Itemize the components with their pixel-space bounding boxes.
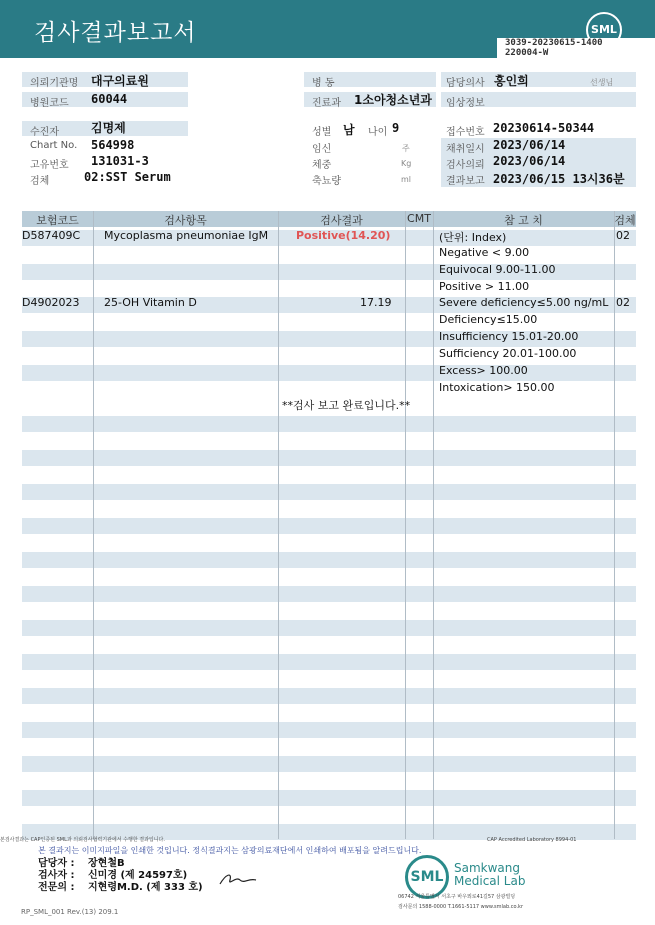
sex-value: 남 [343,123,355,137]
weight-label: 체중 [312,160,332,171]
ref-line: Insufficiency 15.01-20.00 [439,330,579,343]
pregnancy-unit: 주 [402,144,410,153]
header-reference: 참 고 치 [504,214,543,227]
row1-specimen: 02 [616,229,630,242]
department-label: 진료과 [312,98,341,109]
brand-name [454,862,525,888]
row2-code: D4902023 [22,296,80,309]
signer-value: 지현령M.D. (제 333 호) [88,882,203,893]
row2-item: 25-OH Vitamin D [104,296,197,309]
pregnancy-label: 임신 [312,144,332,155]
row1-item: Mycoplasma pneumoniae IgM [104,229,269,242]
urine-unit: ml [401,175,412,184]
report-id-line-1: 3039-20230615-1400 [505,38,603,48]
specimen-label: 검체 [30,176,50,187]
ref-line: Intoxication> 150.00 [439,381,555,394]
report-complete-note: **검사 보고 완료입니다.** [282,399,411,412]
hospital-code-value: 60044 [91,92,128,106]
ref-line: Deficiency≤15.00 [439,313,538,326]
ref-line: Severe deficiency≤5.00 ng/mL [439,296,609,309]
signer-label: 검사자 : [38,870,75,881]
header-test-result: 검사결과 [320,214,363,227]
row1-code: D587409C [22,229,81,242]
report-title: 검사결과보고서 [34,20,197,46]
report-value: 2023/06/15 13시36분 [493,172,625,186]
ref-line: Negative < 9.00 [439,246,530,259]
doctor-value: 홍인희 [494,74,529,88]
column-divider [405,211,406,839]
ref-line: Sufficiency 20.01-100.00 [439,347,577,360]
institution-value: 대구의료원 [91,74,149,88]
header-test-item: 검사항목 [164,214,207,227]
column-divider [614,211,615,839]
receipt-value: 20230614-50344 [493,121,595,135]
table-stripe [22,416,636,432]
header-cmt: CMT [407,212,431,225]
table-stripe [22,552,636,568]
table-stripe [22,688,636,704]
ref-line: (단위: Index) [439,231,507,244]
department-value: 1소아청소년과 [354,93,432,107]
collect-value: 2023/06/14 [493,138,566,152]
table-stripe [22,365,636,381]
doctor-label: 담당의사 [446,78,485,89]
institution-label: 의뢰기관명 [30,78,79,89]
weight-unit: Kg [401,159,412,168]
footer-note: 본 결과지는 이미지파일을 인쇄한 것입니다. 정식결과지는 삼광의료재단에서 인쇄하여 배포됨을 알려드립니다. [38,846,422,855]
column-divider [433,211,434,839]
column-divider [278,211,279,839]
receipt-label: 접수번호 [446,127,485,138]
signer-label: 담당자 : [38,858,75,869]
doctor-suffix: 선생님 [590,78,614,87]
unique-label: 고유번호 [30,160,69,171]
signer-value: 장현철B [88,858,125,869]
signature-icon [218,870,258,888]
report-id [505,38,603,58]
ward-label: 병 동 [312,78,335,89]
table-stripe [22,518,636,534]
ref-line: Excess> 100.00 [439,364,528,377]
cap-text: CAP Accredited Laboratory 8994-01 [487,837,577,843]
table-stripe [22,654,636,670]
urine-label: 축뇨량 [312,176,341,187]
hospital-code-label: 병원코드 [30,98,69,109]
chart-value: 564998 [91,138,135,152]
ref-line: Equivocal 9.00-11.00 [439,263,556,276]
patient-value: 김명제 [91,121,126,135]
table-stripe [22,790,636,806]
brand-line-1: Samkwang [454,861,520,875]
age-label: 나이 [368,127,388,138]
header-specimen: 검체 [614,214,636,227]
clinical-label: 임상정보 [446,98,485,109]
patient-label: 수진자 [30,127,59,138]
signer-label: 전문의 : [38,882,75,893]
ref-line: Positive > 11.00 [439,280,530,293]
table-stripe [22,722,636,738]
request-value: 2023/06/14 [493,154,566,168]
sml-logo: SML [405,855,449,899]
brand-line-2: Medical Lab [454,874,526,888]
table-stripe [22,756,636,772]
column-divider [93,211,94,839]
row1-result: Positive(14.20) [296,229,391,242]
sml-header-logo: SML [586,12,622,48]
row2-result: 17.19 [360,296,392,309]
document-code: RP_SML_001 Rev.(13) 209.1 [21,908,119,916]
age-value: 9 [392,121,400,135]
row2-specimen: 02 [616,296,630,309]
lab-phone: 검사문의 1588-0000 T.1661-5117 www.smlab.co.kr [398,904,523,910]
specimen-value: 02:SST Serum [84,170,171,184]
collect-label: 채취일시 [446,144,485,155]
fine-print: 본검사결과는 CAP인증된 SML과 의뢰검사협력기관에서 수행한 결과입니다. [0,837,165,843]
table-stripe [22,586,636,602]
table-stripe [22,450,636,466]
table-stripe [22,484,636,500]
report-id-line-2: 220004-W [505,48,549,58]
signer-value: 신미경 (제 24597호) [88,870,188,881]
unique-value: 131031-3 [91,154,149,168]
chart-label: Chart No. [30,140,78,151]
sex-label: 성별 [312,127,332,138]
table-stripe [22,620,636,636]
request-label: 검사의뢰 [446,160,485,171]
report-label: 결과보고 [446,176,485,187]
lab-address: 06742 서울특별시 서초구 바우뫼로41길57 삼광빌딩 [398,894,516,900]
header-insurance-code: 보험코드 [36,214,79,227]
